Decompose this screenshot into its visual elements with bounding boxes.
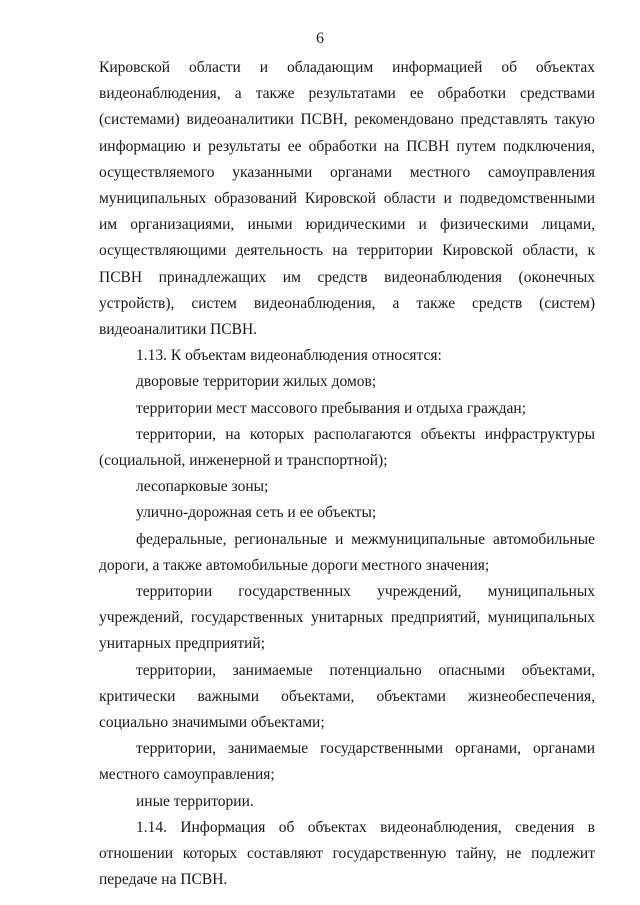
list-item: улично-дорожная сеть и ее объекты; xyxy=(136,504,377,522)
paragraph-continuation: Кировской области и обладающим информацией об объектах видеонаблюдения, а также результатами ее обработки средствами (системами) видеоаналитики ПСВН, рекомендовано представлять такую информацию и результаты ее обработки на ПСВН путем подключения, осуществляемого указанными органами местного самоуправления муниципальных образований Кировской области и подведомственными им организациями, иными юридическими и физическими лицами, осуществляющими деятельность на территории Кировской области, к ПСВН принадлежащих им средств видеонаблюдения (оконечных устройств), систем видеонаблюдения, а также средств (систем) видеоаналитики ПСВН. xyxy=(99,59,595,339)
page-number: 6 xyxy=(316,30,324,47)
list-item: федеральные, региональные и межмуниципальные автомобильные дороги, а также автомобильные дороги местного значения; xyxy=(99,530,595,574)
list-item: территории, на которых располагаются объекты инфраструктуры (социальной, инженерной и транспортной); xyxy=(99,425,595,470)
list-item: иные территории. xyxy=(136,792,254,810)
list-item: территории государственных учреждений, муниципальных учреждений, государственных унитарных предприятий, муниципальных унитарных предприятий; xyxy=(99,583,595,653)
section-1-13-heading: 1.13. К объектам видеонаблюдения относятся: xyxy=(136,347,442,365)
document-body xyxy=(99,55,595,894)
list-item: территории, занимаемые государственными органами, органами местного самоуправления; xyxy=(99,740,595,784)
list-item: дворовые территории жилых домов; xyxy=(136,373,377,391)
list-item: территории мест массового пребывания и отдыха граждан; xyxy=(136,399,526,417)
section-1-14-paragraph: 1.14. Информация об объектах видеонаблюдения, сведения в отношении которых составляют государственную тайну, не подлежит передаче на ПСВН. xyxy=(99,818,595,889)
list-item: территории, занимаемые потенциально опасными объектами, критически важными объектами, объектами жизнеобеспечения, социально значимыми объектами; xyxy=(99,661,595,732)
list-item: лесопарковые зоны; xyxy=(136,478,269,496)
